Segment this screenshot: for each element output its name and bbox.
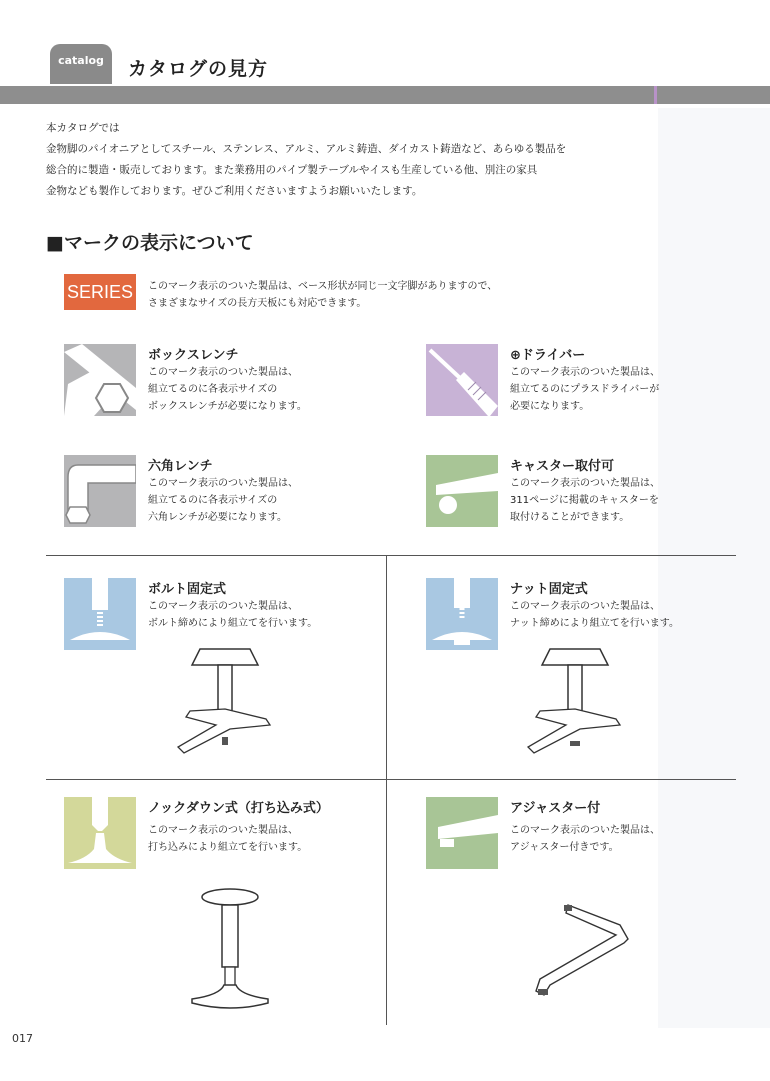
hex-wrench-line: このマーク表示のついた製品は、 xyxy=(148,478,298,489)
caster-title: キャスター取付可 xyxy=(510,459,615,474)
box-wrench-description xyxy=(148,364,307,415)
series-badge: SERIES xyxy=(64,274,136,310)
nut-line: このマーク表示のついた製品は、 xyxy=(510,601,660,612)
intro-line: 総合的に製造・販売しております。また業務用のパイプ製テーブルやイスも生産している他、別注の家具 xyxy=(46,164,538,176)
bolt-title: ボルト固定式 xyxy=(148,582,227,597)
header-bar-accent xyxy=(654,86,657,104)
hex-wrench-line: 六角レンチが必要になります。 xyxy=(148,512,287,523)
page-title: カタログの見方 xyxy=(128,58,269,80)
driver-line: 必要になります。 xyxy=(510,401,590,412)
intro-paragraph xyxy=(46,118,567,202)
bolt-line: ボルト締めにより組立てを行います。 xyxy=(148,618,318,629)
bolt-stool-illustration xyxy=(170,645,280,765)
divider xyxy=(46,555,736,556)
hex-wrench-line: 組立てるのに各表示サイズの xyxy=(148,495,278,506)
caster-line: 取付けることができます。 xyxy=(510,512,630,523)
driver-line: このマーク表示のついた製品は、 xyxy=(510,367,660,378)
hex-wrench-title: 六角レンチ xyxy=(148,459,213,474)
page-number: 017 xyxy=(12,1032,33,1045)
adjuster-line: このマーク表示のついた製品は、 xyxy=(510,825,660,836)
section-title: ■マークの表示について xyxy=(46,232,254,254)
bleed-through-panel xyxy=(658,108,770,1028)
driver-line: 組立てるのにプラスドライバーが xyxy=(510,384,660,395)
driver-title: ⊕ドライバー xyxy=(510,348,586,363)
box-wrench-line: ボックスレンチが必要になります。 xyxy=(148,401,307,412)
box-wrench-line: このマーク表示のついた製品は、 xyxy=(148,367,298,378)
hex-wrench-description xyxy=(148,475,298,526)
bolt-icon xyxy=(64,578,136,650)
adjuster-description xyxy=(510,822,660,856)
series-line: さまざまなサイズの長方天板にも対応できます。 xyxy=(148,298,367,309)
screwdriver-icon xyxy=(426,344,498,416)
knockdown-icon xyxy=(64,797,136,869)
divider xyxy=(386,555,387,1025)
knockdown-description xyxy=(148,822,307,856)
divider xyxy=(46,779,736,780)
nut-title: ナット固定式 xyxy=(510,582,588,597)
driver-description xyxy=(510,364,660,415)
bolt-line: このマーク表示のついた製品は、 xyxy=(148,601,298,612)
caster-icon xyxy=(426,455,498,527)
caster-description xyxy=(510,475,660,526)
caster-line: 311ページに掲載のキャスターを xyxy=(510,495,659,506)
adjuster-line: アジャスター付きです。 xyxy=(510,842,619,853)
adjuster-icon xyxy=(426,797,498,869)
nut-line: ナット締めにより組立てを行います。 xyxy=(510,618,679,629)
knockdown-line: このマーク表示のついた製品は、 xyxy=(148,825,298,836)
adjuster-base-illustration xyxy=(520,895,640,1005)
intro-line: 本カタログでは xyxy=(46,122,120,134)
catalog-tab xyxy=(50,44,112,84)
knockdown-title: ノックダウン式（打ち込み式） xyxy=(148,801,329,816)
nut-stool-illustration xyxy=(520,645,630,765)
intro-line: 金物なども製作しております。ぜひご利用くださいますようお願いいたします。 xyxy=(46,185,423,197)
bolt-description xyxy=(148,598,317,632)
series-line: このマーク表示のついた製品は、ベース形状が同じ一文字脚がありますので、 xyxy=(148,281,498,292)
box-wrench-icon xyxy=(64,344,136,416)
intro-line: 金物脚のパイオニアとしてスチール、ステンレス、アルミ、アルミ鋳造、ダイカスト鋳造など、あらゆる製品を xyxy=(46,143,567,155)
knockdown-line: 打ち込みにより組立てを行います。 xyxy=(148,842,308,853)
hex-wrench-icon xyxy=(64,455,136,527)
box-wrench-title: ボックスレンチ xyxy=(148,348,239,363)
knockdown-stool-illustration xyxy=(180,885,280,1015)
nut-description xyxy=(510,598,679,632)
nut-icon xyxy=(426,578,498,650)
caster-line: このマーク表示のついた製品は、 xyxy=(510,478,660,489)
box-wrench-line: 組立てるのに各表示サイズの xyxy=(148,384,278,395)
series-description xyxy=(148,278,497,312)
catalog-tab-label: catalog xyxy=(58,54,104,67)
adjuster-title: アジャスター付 xyxy=(510,801,601,816)
